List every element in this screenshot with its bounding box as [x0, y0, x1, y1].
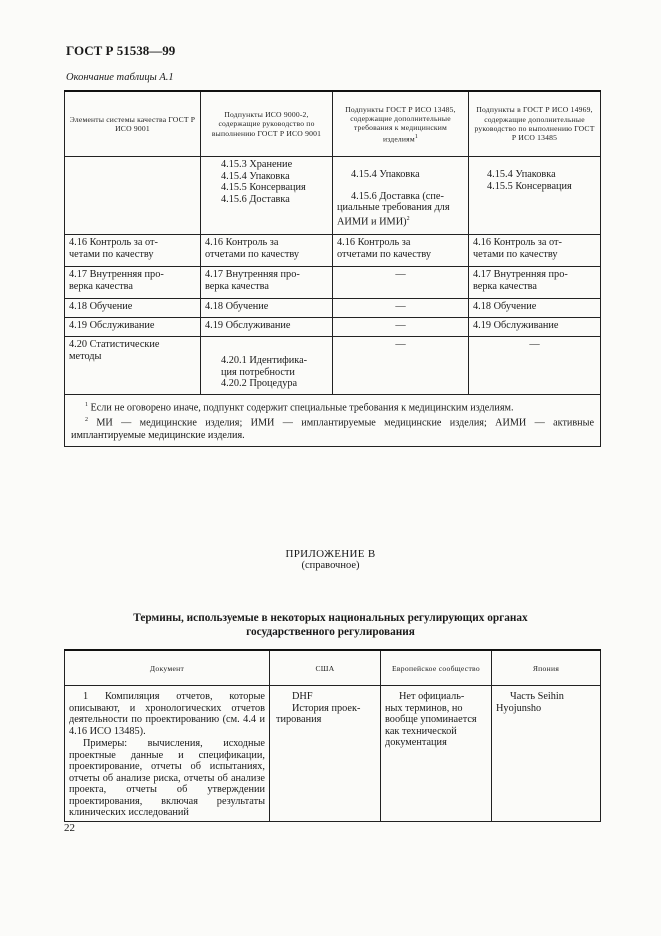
cell-line: 4.16 Контроль за: [337, 237, 411, 248]
terms-title-line: государственного регулирования: [246, 626, 415, 638]
footnote-text: Если не оговорено иначе, подпункт содержит специальные требования к медицинским изделиям.: [90, 402, 514, 414]
table-cell: 4.18 Обучение: [469, 299, 601, 318]
cell-line: DHF: [292, 691, 313, 702]
cell-line: 4.16 Контроль за от-: [69, 237, 158, 248]
table-cell: 4.19 Обслуживание: [469, 318, 601, 337]
table-cell: [65, 337, 201, 395]
column-header: Япония: [492, 650, 601, 686]
cell-line: 4.17 Внутренняя про-: [205, 269, 300, 280]
column-header: Подпункты ИСО 9000-2, содержащие руководство по выполнению ГОСТ Р ИСО 9001: [201, 91, 333, 157]
cell-line: 4.15.4 Упаковка: [487, 169, 556, 180]
terms-table-title: [0, 611, 661, 639]
column-header: США: [270, 650, 381, 686]
cell-line: 4.16 Контроль за от-: [473, 237, 562, 248]
table-cell: —: [469, 337, 601, 395]
table-row: [65, 235, 601, 267]
cell-line: 4.20 Статистические: [69, 339, 160, 350]
doc-paragraph: 1 Компиляция отчетов, которые описывают, и хронологических отчетов деятельности по проектированию (см. 4.4 и 4.16 ИСО 13485).: [69, 691, 265, 737]
table-cell: [65, 235, 201, 267]
table-b-terms: [64, 649, 601, 822]
table-cell: [333, 157, 469, 235]
footnote-marker: 1: [85, 402, 88, 408]
table-row: [65, 318, 601, 337]
cell-line: вообще упоминается: [385, 714, 477, 725]
table-caption: Окончание таблицы А.1: [66, 72, 174, 83]
table-cell: [469, 267, 601, 299]
footnote-marker: 2: [406, 215, 410, 222]
cell-line: методы: [69, 350, 102, 362]
table-cell: [492, 686, 601, 822]
page-number: 22: [64, 822, 75, 834]
table-cell: [201, 157, 333, 235]
column-header: [333, 91, 469, 157]
cell-line: 4.15.4 Упаковка: [351, 169, 420, 180]
table-cell: —: [333, 318, 469, 337]
cell-line: ных терминов, но: [385, 702, 463, 714]
column-header: Документ: [65, 650, 270, 686]
cell-line: документация: [385, 737, 447, 748]
cell-line: [337, 214, 464, 228]
cell-line: 4.17 Внутренняя про-: [473, 269, 568, 280]
column-header: Элементы системы качества ГОСТ Р ИСО 9001: [65, 91, 201, 157]
terms-title-line: Термины, используемые в некоторых национальных регулирующих органах: [133, 612, 528, 624]
cell-line: тирования: [276, 714, 322, 725]
cell-line: как технической: [385, 725, 457, 737]
table-row: [65, 337, 601, 395]
cell-line: 4.20.1 Идентифика-: [221, 355, 308, 366]
table-cell: [201, 267, 333, 299]
table-a1: [64, 90, 601, 447]
cell-line: 4.20.2 Процедура: [221, 378, 298, 389]
table-cell: 4.19 Обслуживание: [65, 318, 201, 337]
cell-line: Нет официаль-: [399, 691, 465, 702]
table-cell: [65, 267, 201, 299]
column-header: Подпункты в ГОСТ Р ИСО 14969, содержащие дополнительные руководство по выполнению ГОСТ Р ИСО 13485: [469, 91, 601, 157]
cell-line: циальные требования для: [337, 202, 450, 213]
table-cell: [469, 157, 601, 235]
cell-line: ция потребности: [221, 366, 295, 378]
cell-text: АИМИ и ИМИ): [337, 215, 407, 227]
table-cell: [201, 235, 333, 267]
cell-line: четами по качеству: [473, 248, 558, 260]
table-cell: [201, 337, 333, 395]
cell-line: отчетами по качеству: [337, 248, 432, 260]
footnote-marker: 2: [85, 417, 88, 424]
cell-line: 4.15.5 Консервация: [221, 182, 306, 193]
table-cell: —: [333, 337, 469, 395]
cell-line: верка качества: [205, 280, 269, 292]
cell-line: четами по качеству: [69, 248, 154, 260]
table-row: [65, 267, 601, 299]
cell-line: 4.15.5 Консервация: [487, 180, 572, 192]
table-cell: 4.19 Обслуживание: [201, 318, 333, 337]
cell-line: История проек-: [292, 702, 361, 714]
table-cell: [333, 235, 469, 267]
cell-line: верка качества: [69, 280, 133, 292]
table-cell: —: [333, 267, 469, 299]
footnote: [71, 399, 594, 414]
column-header-text: Подпункты ГОСТ Р ИСО 13485, содержащие дополнительные требования к медицинским изделиям: [345, 104, 456, 144]
cell-line: Часть Seihin: [510, 691, 564, 702]
footnote-text: МИ — медицинские изделия; ИМИ — имплантируемые медицинские изделия; АИМИ — активные имплантируемые медицинские изделия.: [71, 417, 595, 441]
doc-paragraph: Примеры: вычисления, исходные проектные данные и спецификации, проектирование, отчеты об испытаниях, отчеты об анализе риска, отчеты об анализе проекта, отчеты об утверждении проектирования, включая результаты клинических исследований: [69, 738, 265, 818]
cell-line: 4.15.4 Упаковка: [221, 170, 290, 182]
table-cell: [270, 686, 381, 822]
table-cell: 4.18 Обучение: [201, 299, 333, 318]
table-row: [65, 299, 601, 318]
appendix-subtitle: (справочное): [301, 560, 360, 571]
appendix-title: ПРИЛОЖЕНИЕ В: [285, 548, 376, 560]
cell-line: отчетами по качеству: [205, 248, 300, 260]
cell-line: 4.15.6 Доставка (спе-: [351, 190, 444, 202]
table-cell: [65, 686, 270, 822]
table-row: [65, 157, 601, 235]
table-cell: [381, 686, 492, 822]
cell-line: верка качества: [473, 280, 537, 292]
table-cell: —: [333, 299, 469, 318]
document-title: ГОСТ Р 51538—99: [66, 43, 176, 58]
table-cell: 4.18 Обучение: [65, 299, 201, 318]
table-footnotes: [65, 395, 601, 447]
table-header-row: [65, 91, 601, 157]
cell-line: 4.16 Контроль за: [205, 237, 279, 248]
cell-line: 4.17 Внутренняя про-: [69, 269, 164, 280]
footnote: [71, 414, 594, 441]
table-header-row: [65, 650, 601, 686]
table-row: [65, 686, 601, 822]
table-cell: [469, 235, 601, 267]
cell-line: 4.15.3 Хранение: [221, 159, 293, 170]
footnote-marker: 1: [414, 133, 419, 140]
column-header: Европейское сообщество: [381, 650, 492, 686]
table-cell: [65, 157, 201, 235]
cell-line: Hyojunsho: [496, 702, 542, 714]
cell-line: 4.15.6 Доставка: [221, 193, 290, 205]
table-footnotes-row: [65, 395, 601, 447]
